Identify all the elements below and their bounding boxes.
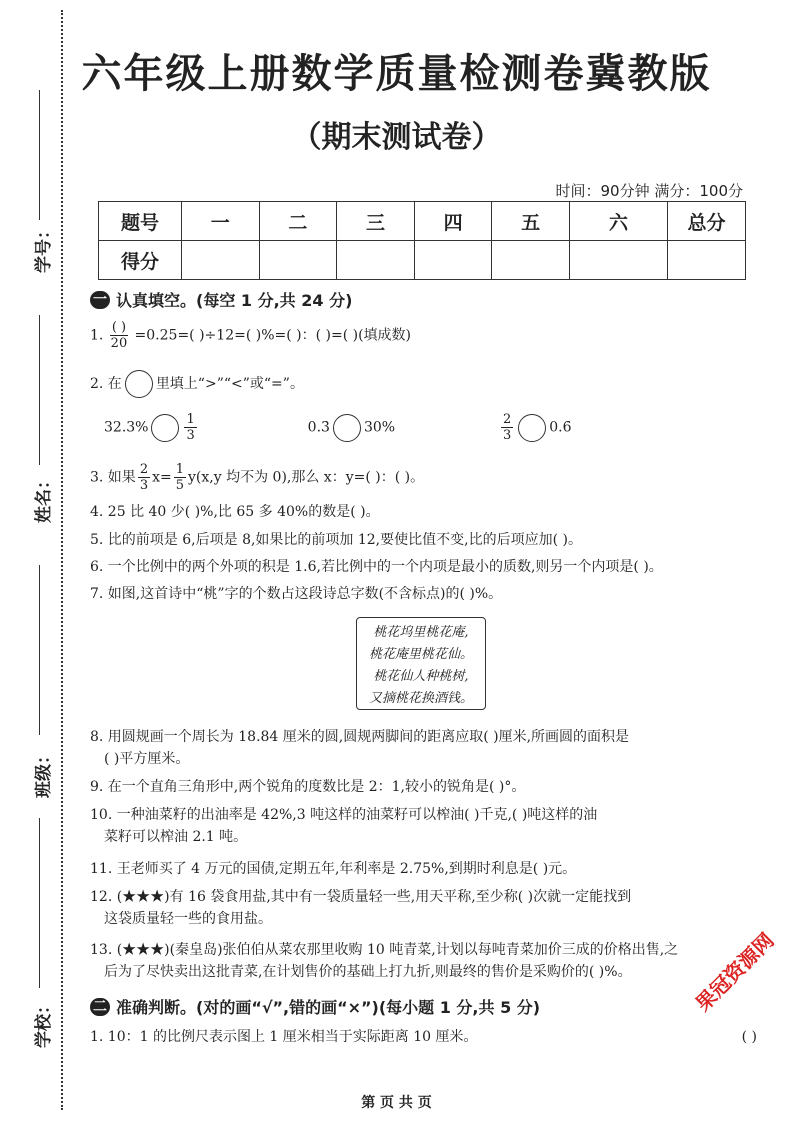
score-table-header-row: [99, 202, 746, 241]
compare-a-left: 32.3%: [104, 419, 149, 436]
question-3-text: x=: [152, 469, 172, 486]
section-1-heading: [90, 288, 352, 311]
school-write-line: [39, 818, 40, 988]
question-7: 7. 如图,这首诗中“桃”字的个数占这段诗总字数(不含标点)的( )%。: [90, 586, 503, 602]
question-3-text: 3. 如果: [90, 469, 136, 486]
name-write-line: [39, 315, 40, 465]
question-10: [90, 804, 757, 848]
section-2-heading: [90, 995, 540, 1018]
question-12: [90, 886, 757, 930]
fraction-numerator: 1: [186, 412, 195, 427]
section-1-badge: 一: [90, 291, 110, 309]
question-1: [90, 320, 757, 351]
score-cell-header: 三: [337, 202, 415, 241]
poem-box: [356, 617, 486, 710]
score-cell-header: 二: [259, 202, 337, 241]
judge-1: [90, 1026, 757, 1048]
score-cell[interactable]: [668, 241, 746, 280]
compare-circle-b[interactable]: [333, 414, 361, 442]
question-2-text-after: 里填上“>”“<”或“=”。: [155, 376, 304, 392]
question-12-line: 这袋质量轻一些的食用盐。: [104, 911, 272, 927]
poem-line: 桃花坞里桃花庵,: [373, 625, 469, 640]
fraction-numerator: 2: [139, 462, 149, 477]
question-2-text: 2. 在: [90, 376, 122, 392]
question-11: 11. 王老师买了 4 万元的国债,定期五年,年利率是 2.75%,到期时利息是( )元。: [90, 861, 577, 877]
question-3: [90, 462, 757, 493]
question-10-line: 菜籽可以榨油 2.1 吨。: [104, 829, 248, 845]
poem-line: 桃花庵里桃花仙。: [368, 647, 473, 662]
question-6: 6. 一个比例中的两个外项的积是 1.6,若比例中的一个内项是最小的质数,则另一个内项是( )。: [90, 559, 663, 575]
compare-circle-icon: [125, 370, 153, 398]
fraction: [184, 412, 196, 443]
score-cell-header: 六: [570, 202, 668, 241]
score-cell-header: 题号: [99, 202, 182, 241]
judge-1-answer-blank[interactable]: ( ): [741, 1029, 757, 1045]
score-cell-header: 四: [414, 202, 492, 241]
compare-c-right: 0.6̇: [549, 419, 572, 436]
question-8-line: ( )平方厘米。: [104, 751, 190, 767]
fraction: [174, 462, 186, 493]
fraction: [138, 462, 150, 493]
fraction-denominator: 3: [502, 428, 512, 443]
fraction-denominator: 3: [186, 428, 195, 443]
section-2-title: 准确判断。(对的画“√”,错的画“×”)(每小题 1 分,共 5 分): [116, 998, 541, 1017]
question-2-items: [104, 412, 757, 443]
question-3-text: y(x,y 均不为 0),那么 x：y=( )：( )。: [188, 469, 425, 486]
score-table: [98, 201, 746, 280]
compare-b-right: 30%: [363, 419, 396, 436]
score-cell[interactable]: [182, 241, 260, 280]
section-1-title: 认真填空。(每空 1 分,共 24 分): [116, 291, 353, 310]
school-label: 学校：: [34, 997, 54, 1048]
question-13-line: 后为了尽快卖出这批青菜,在计划售价的基础上打九折,则最终的售价是采购价的( )%。: [104, 964, 632, 980]
student-name-label: 姓名：: [34, 472, 54, 523]
score-cell[interactable]: [337, 241, 415, 280]
poem-line: 又摘桃花换酒钱。: [368, 691, 473, 706]
score-cell[interactable]: [414, 241, 492, 280]
score-cell[interactable]: [259, 241, 337, 280]
score-cell-header: 总分: [668, 202, 746, 241]
fraction-numerator: 1: [175, 462, 185, 477]
judge-1-text: 1. 10：1 的比例尺表示图上 1 厘米相当于实际距离 10 厘米。: [90, 1029, 478, 1045]
fraction-denominator: 3: [139, 478, 149, 493]
score-cell[interactable]: [492, 241, 570, 280]
binding-dashed-line: [61, 10, 63, 1110]
compare-circle-a[interactable]: [151, 414, 179, 442]
score-row-label: 得分: [99, 241, 182, 280]
section-2-badge: 二: [90, 998, 110, 1016]
fraction-denominator: 20: [110, 336, 128, 351]
score-cell-header: 五: [492, 202, 570, 241]
score-cell-header: 一: [182, 202, 260, 241]
student-id-label: 学号：: [34, 222, 54, 273]
time-score-info: 时间：90分钟 满分：100分: [555, 182, 743, 200]
fraction: [110, 320, 128, 351]
compare-b-left: 0.3̇: [307, 419, 330, 436]
compare-circle-c[interactable]: [518, 414, 546, 442]
class-label: 班级：: [34, 747, 54, 798]
question-10-line: 10. 一种油菜籽的出油率是 42%,3 吨这样的油菜籽可以榨油( )千克,( )吨这样的油: [90, 807, 598, 823]
question-2: [90, 370, 757, 398]
question-12-line: 12. (★★★)有 16 袋食用盐,其中有一袋质量轻一些,用天平称,至少称( )次就一定能找到: [90, 889, 632, 905]
question-8-line: 8. 用圆规画一个周长为 18.84 厘米的圆,圆规两脚间的距离应取( )厘米,所画圆的面积是: [90, 729, 630, 745]
question-1-text: =0.25=( )÷12=( )%=( )：( )=( )(填成数): [134, 327, 412, 344]
score-table-score-row: [99, 241, 746, 280]
watermark-stamp: 果冠资源网: [690, 928, 779, 1016]
fraction-numerator: 2: [502, 412, 512, 427]
fraction-denominator: 5: [175, 478, 185, 493]
question-4: 4. 25 比 40 少( )%,比 65 多 40%的数是( )。: [90, 504, 380, 520]
exam-title: 六年级上册数学质量检测卷冀教版: [81, 51, 712, 97]
score-cell[interactable]: [570, 241, 668, 280]
fraction-numerator: ( ): [111, 320, 127, 335]
exam-subtitle: （期末测试卷）: [291, 120, 502, 155]
poem-line: 桃花仙人种桃树,: [373, 669, 469, 684]
question-13-line: 13. (★★★)(秦皇岛)张伯伯从菜农那里收购 10 吨青菜,计划以每吨青菜加价三成的价格出售,之: [90, 942, 679, 958]
question-9: 9. 在一个直角三角形中,两个锐角的度数比是 2：1,较小的锐角是( )°。: [90, 779, 526, 795]
question-5: 5. 比的前项是 6,后项是 8,如果比的前项加 12,要使比值不变,比的后项应加( )。: [90, 532, 582, 548]
fraction: [501, 412, 513, 443]
class-write-line: [39, 565, 40, 735]
question-13: [90, 939, 757, 983]
question-8: [90, 726, 757, 770]
page-footer: 第 页 共 页: [361, 1095, 432, 1111]
question-number: 1.: [90, 327, 104, 344]
